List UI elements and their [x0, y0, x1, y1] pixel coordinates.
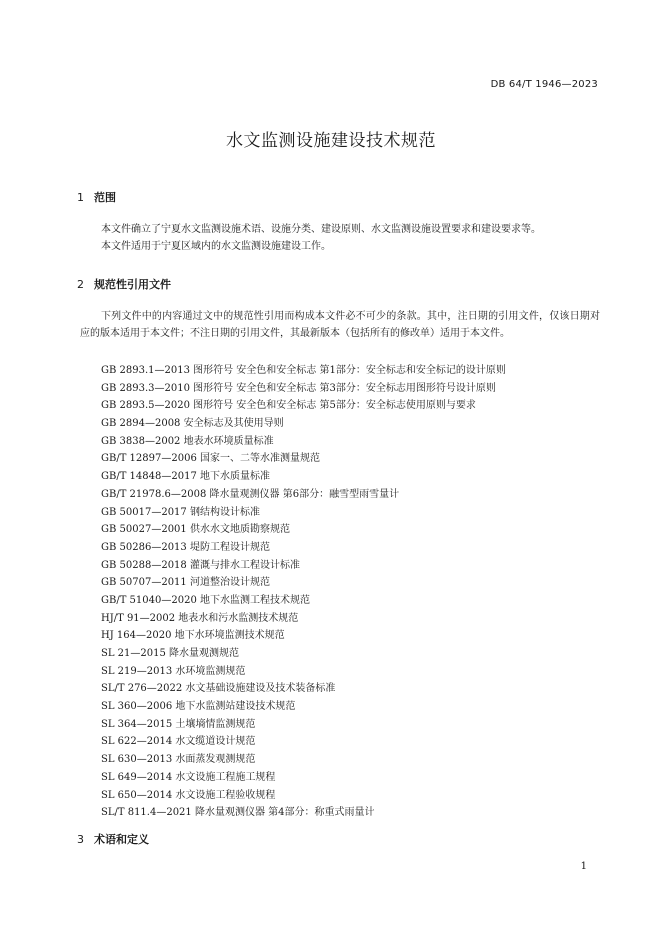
section-number: 1: [77, 191, 84, 204]
section-heading-normative-references: [77, 276, 171, 292]
reference-item: HJ/T 91—2002 地表水和污水监测技术规范: [101, 612, 299, 624]
reference-item: HJ 164—2020 地下水环境监测技术规范: [101, 630, 285, 642]
section-title: 术语和定义: [94, 833, 149, 846]
reference-item: GB 50288—2018 灌溉与排水工程设计标准: [101, 559, 300, 571]
scope-paragraphs: [80, 221, 600, 255]
reference-item: SL 649—2014 水文设施工程施工规程: [101, 771, 276, 783]
reference-item: SL 650—2014 水文设施工程验收规程: [101, 789, 276, 801]
paragraph: 本文件适用于宁夏区域内的水文监测设施建设工作。: [101, 241, 331, 252]
reference-item: SL/T 811.4—2021 降水量观测仪器 第4部分：称重式雨量计: [101, 807, 375, 819]
reference-item: SL 630—2013 水面蒸发观测规范: [101, 754, 256, 766]
section-heading-terms-definitions: [77, 831, 149, 847]
reference-item: GB/T 21978.6—2008 降水量观测仪器 第6部分：融雪型雨雪量计: [101, 488, 400, 500]
document-title: 水文监测设施建设技术规范: [226, 131, 436, 151]
reference-item: GB 2893.3—2010 图形符号 安全色和安全标志 第3部分：安全标志用图形符号设计原则: [101, 382, 496, 394]
reference-item: GB/T 12897—2006 国家一、二等水准测量规范: [101, 453, 320, 465]
section-title: 范围: [94, 191, 116, 204]
reference-item: SL 21—2015 降水量观测规范: [101, 648, 240, 659]
reference-item: SL 364—2015 土壤墒情监测规范: [101, 718, 256, 730]
section-number: 2: [77, 278, 84, 291]
reference-item: GB/T 51040—2020 地下水监测工程技术规范: [101, 594, 310, 606]
section-heading-scope: [77, 189, 116, 205]
reference-item: GB 50017—2017 钢结构设计标准: [101, 506, 260, 518]
section-title: 规范性引用文件: [94, 278, 171, 291]
page-number: 1: [580, 861, 587, 872]
document-code: DB 64/T 1946—2023: [490, 79, 598, 90]
references-intro: [80, 308, 600, 342]
reference-item: GB 50707—2011 河道整治设计规范: [101, 577, 270, 589]
reference-item: GB 2894—2008 安全标志及其使用导则: [101, 418, 284, 430]
reference-item: GB 50286—2013 堤防工程设计规范: [101, 541, 270, 553]
section-number: 3: [77, 833, 84, 846]
reference-item: GB/T 14848—2017 地下水质量标准: [101, 471, 270, 483]
paragraph: 本文件确立了宁夏水文监测设施术语、设施分类、建设原则、水文监测设施设置要求和建设要求等。: [101, 224, 541, 235]
reference-item: GB 2893.1—2013 图形符号 安全色和安全标志 第1部分：安全标志和安全标记的设计原则: [101, 365, 506, 376]
reference-item: GB 50027—2001 供水水文地质勘察规范: [101, 524, 290, 536]
reference-item: GB 2893.5—2020 图形符号 安全色和安全标志 第5部分：安全标志使用原则与要求: [101, 400, 476, 412]
reference-item: SL 622—2014 水文缆道设计规范: [101, 736, 256, 748]
reference-item: SL 360—2006 地下水监测站建设技术规范: [101, 701, 296, 713]
paragraph: 下列文件中的内容通过文中的规范性引用而构成本文件必不可少的条款。其中，注日期的引用文件，仅该日期对应的版本适用于本文件；不注日期的引用文件，其最新版本（包括所有的修改单）适用于本文件。: [80, 311, 600, 339]
reference-item: SL 219—2013 水环境监测规范: [101, 665, 246, 677]
reference-list: [101, 362, 506, 822]
reference-item: SL/T 276—2022 水文基础设施建设及技术装备标准: [101, 683, 336, 695]
reference-item: GB 3838—2002 地表水环境质量标准: [101, 435, 274, 447]
